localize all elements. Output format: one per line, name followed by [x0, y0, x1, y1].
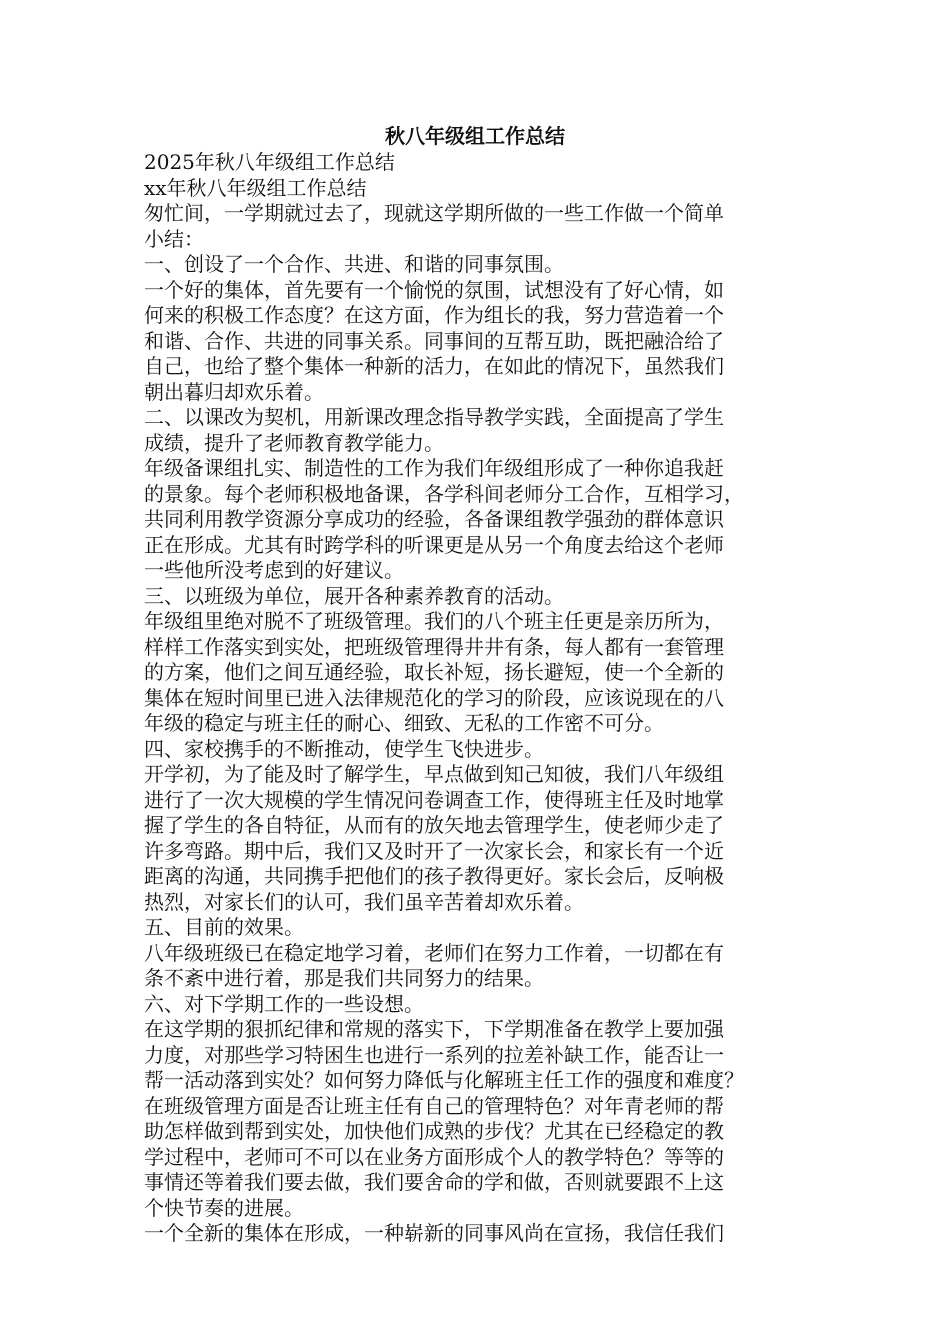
text-line: 四、家校携手的不断推动，使学生飞快进步。: [144, 736, 544, 761]
document-title: 秋八年级组工作总结: [385, 124, 565, 148]
text-line: 帮一活动落到实处？如何努力降低与化解班主任工作的强度和难度？: [144, 1068, 744, 1092]
text-line: 在班级管理方面是否让班主任有自己的管理特色？对年青老师的帮: [144, 1093, 724, 1118]
text-line: xx年秋八年级组工作总结: [144, 175, 367, 200]
text-line: 三、以班级为单位，展开各种素养教育的活动。: [144, 583, 564, 608]
text-line: 学过程中，老师可不可以在业务方面形成个人的教学特色？等等的: [144, 1144, 724, 1169]
text-line: 共同利用教学资源分享成功的经验，各备课组教学强劲的群体意识: [144, 507, 724, 531]
text-line: 年级的稳定与班主任的耐心、细致、无私的工作密不可分。: [144, 711, 664, 735]
text-line: 八年级班级已在稳定地学习着，老师们在努力工作着，一切都在有: [144, 940, 724, 965]
text-line: 匆忙间，一学期就过去了，现就这学期所做的一些工作做一个简单: [144, 201, 724, 225]
text-line: 一、创设了一个合作、共进、和谐的同事氛围。: [144, 252, 564, 276]
document-body: [144, 150, 806, 1247]
text-line: 的方案，他们之间互通经验，取长补短，扬长避短，使一个全新的: [144, 660, 724, 684]
text-line: 一个好的集体，首先要有一个愉悦的氛围，试想没有了好心情，如: [144, 277, 724, 302]
text-line: 朝出暮归却欢乐着。: [144, 379, 324, 404]
text-line: 年级组里绝对脱不了班级管理。我们的八个班主任更是亲历所为，: [144, 609, 724, 633]
text-line: 集体在短时间里已进入法律规范化的学习的阶段，应该说现在的八: [144, 685, 724, 710]
text-line: 一个全新的集体在形成，一种崭新的同事风尚在宣扬，我信任我们: [144, 1221, 724, 1245]
text-line: 助怎样做到帮到实处，加快他们成熟的步伐？尤其在已经稳定的教: [144, 1119, 724, 1143]
text-line: 个快节奏的进展。: [144, 1195, 304, 1220]
text-line: 样样工作落实到实处，把班级管理得井井有条，每人都有一套管理: [144, 634, 724, 659]
text-line: 一些他所没考虑到的好建议。: [144, 558, 404, 582]
text-line: 进行了一次大规模的学生情况问卷调查工作，使得班主任及时地掌: [144, 787, 724, 812]
text-line: 六、对下学期工作的一些设想。: [144, 991, 424, 1016]
text-line: 自己，也给了整个集体一种新的活力，在如此的情况下，虽然我们: [144, 354, 724, 378]
text-line: 条不紊中进行着，那是我们共同努力的结果。: [144, 966, 544, 990]
text-line: 许多弯路。期中后，我们又及时开了一次家长会，和家长有一个近: [144, 838, 724, 863]
text-line: 开学初，为了能及时了解学生，早点做到知己知彼，我们八年级组: [144, 762, 724, 786]
text-line: 距离的沟通，共同携手把他们的孩子教得更好。家长会后，反响极: [144, 864, 724, 888]
text-line: 的景象。每个老师积极地备课，各学科间老师分工合作，互相学习，: [144, 481, 744, 506]
text-line: 五、目前的效果。: [144, 915, 304, 939]
text-line: 2025年秋八年级组工作总结: [144, 150, 395, 174]
text-line: 二、以课改为契机，用新课改理念指导教学实践，全面提高了学生: [144, 405, 724, 429]
text-line: 热烈，对家长们的认可，我们虽辛苦着却欢乐着。: [144, 889, 584, 914]
text-line: 何来的积极工作态度？在这方面，作为组长的我，努力营造着一个: [144, 303, 724, 327]
text-line: 小结：: [144, 226, 204, 251]
text-line: 成绩，提升了老师教育教学能力。: [144, 430, 444, 455]
text-line: 在这学期的狠抓纪律和常规的落实下，下学期准备在教学上要加强: [144, 1017, 724, 1041]
text-line: 力度，对那些学习特困生也进行一系列的拉差补缺工作，能否让一: [144, 1042, 724, 1067]
text-line: 事情还等着我们要去做，我们要舍命的学和做，否则就要跟不上这: [144, 1170, 724, 1194]
text-line: 年级备课组扎实、制造性的工作为我们年级组形成了一种你追我赶: [144, 456, 724, 480]
text-line: 正在形成。尤其有时跨学科的听课更是从另一个角度去给这个老师: [144, 532, 724, 557]
text-line: 和谐、合作、共进的同事关系。同事间的互帮互助，既把融洽给了: [144, 328, 724, 353]
text-line: 握了学生的各自特征，从而有的放矢地去管理学生，使老师少走了: [144, 813, 724, 837]
